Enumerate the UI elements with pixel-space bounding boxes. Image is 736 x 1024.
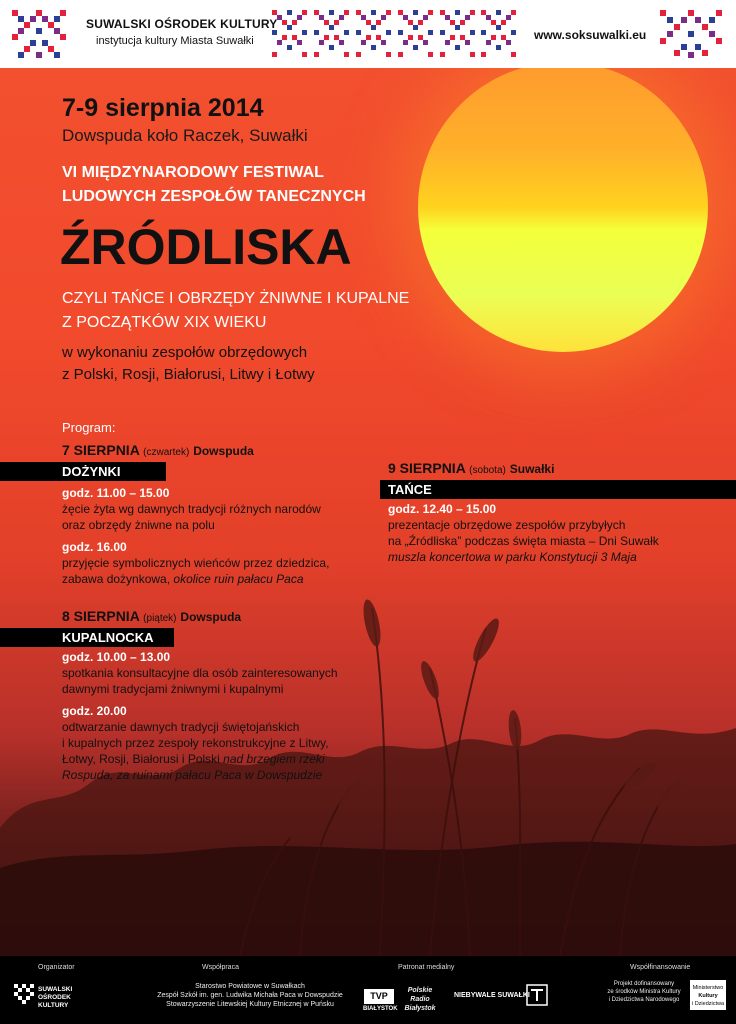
slot-description: na „Źródliska” podczas święta miasta – Dni Suwałk [388,534,659,548]
cooperation-label: Współpraca [202,964,239,971]
festival-subtitle-line1: CZYLI TAŃCE I OBRZĘDY ŻNIWNE I KUPALNE [62,290,410,307]
slot-description [62,572,304,586]
organizer-label: Organizator [38,964,75,971]
slot-time: godz. 10.00 – 13.00 [62,650,171,664]
logo-line: Kultury [698,993,718,999]
slot-time: godz. 16.00 [62,540,127,554]
slot-description: spotkania konsultacyjne dla osób zainteresowanych [62,666,338,680]
day-heading-2 [62,608,241,624]
day-date: 9 SIERPNIA [388,460,466,476]
day-heading-3 [388,460,554,476]
organizer-subtitle: instytucja kultury Miasta Suwałki [96,35,254,47]
ministry-logo [690,980,726,1010]
logo-line: Białystok [404,1005,436,1012]
folk-pattern-right [660,10,724,58]
logo-line: Polskie [407,987,433,994]
logo-line: i Dziedzictwa [691,1001,725,1007]
festival-location: Dowspuda koło Raczek, Suwałki [62,126,308,145]
niebywale-logo: NIEBYWALE SUWAŁKI [454,992,530,999]
cofinancing-text [596,980,692,1004]
festival-dates: 7-9 sierpnia 2014 [62,94,264,122]
festival-title: ŹRÓDLISKA [60,219,352,275]
event-name-3: TAŃCE [388,482,432,497]
day-heading-1 [62,442,254,458]
logo-line: SUWALSKI [38,986,73,993]
slot-time: godz. 20.00 [62,704,127,718]
slot-venue: okolice ruin pałacu Paca [173,572,304,586]
day-weekday: (sobota) [469,465,506,476]
header [0,0,736,68]
cofinancing-line: Projekt dofinansowany [613,981,675,987]
partner-name: Stowarzyszenie Litewskiej Kultury Etnicznej w Puńsku [166,1001,334,1008]
cofinancing-label: Współfinansowanie [630,964,691,971]
tvp-logo-sub: BIAŁYSTOK [363,1006,398,1012]
radio-logo [400,986,440,1013]
logo-line: OŚRODEK [38,994,71,1001]
day-place: Dowspuda [193,444,254,458]
organizer-logo-icon [14,984,34,1004]
slot-description: dawnymi tradycjami żniwnymi i kupalnymi [62,682,284,696]
slot-description: i kupalnych przez zespoły rekonstrukcyjne z Litwy, [62,736,329,750]
poster-body [0,68,736,956]
slot-time: godz. 12.40 – 15.00 [388,502,497,516]
slot-time: godz. 11.00 – 15.00 [62,486,170,500]
slot-description: oraz obrzędy żniwne na polu [62,518,215,532]
day-place: Suwałki [509,462,555,476]
slot-text: zabawa dożynkowa, [62,572,171,586]
slot-description: odtwarzanie dawnych tradycji świętojańskich [62,720,300,734]
logo-line: KULTURY [38,1002,69,1009]
event-band-3 [380,480,736,499]
festival-name-line1: VI MIĘDZYNARODOWY FESTIWAL [62,164,324,181]
day-weekday: (piątek) [143,613,177,624]
tvp-logo: TVP [364,989,394,1004]
performers-line2: z Polski, Rosji, Białorusi, Litwy i Łotwy [62,366,315,383]
slot-venue: Rospuda, za ruinami pałacu Paca w Dowspudzie [62,768,323,782]
organizer-name: SUWALSKI OŚRODEK KULTURY [86,17,278,31]
partner-name: Starostwo Powiatowe w Suwałkach [195,983,305,990]
slot-venue: muszla koncertowa w parku Konstytucji 3 Maja [388,550,637,564]
logo-line: Radio [410,996,430,1003]
festival-name-line2: LUDOWYCH ZESPOŁÓW TANECZNYCH [62,188,366,205]
performers-line1: w wykonaniu zespołów obrzędowych [62,344,308,361]
media-logo-icon [526,984,548,1006]
logo-line: Ministerstwo [692,985,724,991]
folk-pattern-center [272,10,516,58]
slot-description [62,752,325,766]
day-date: 7 SIERPNIA [62,442,140,458]
footer-sponsors [0,956,736,1024]
event-name-2: KUPALNOCKA [62,630,154,645]
day-place: Dowspuda [180,610,242,624]
slot-venue: nad brzegiem rzeki [223,752,325,766]
day-date: 8 SIERPNIA [62,608,140,624]
slot-description: przyjęcie symbolicznych wieńców przez dziedzica, [62,556,330,570]
organizer-logo-text [38,986,72,1010]
cooperation-list [120,982,380,1009]
festival-subtitle-line2: Z POCZĄTKÓW XIX WIEKU [62,314,267,331]
cofinancing-line: i Dziedzictwa Narodowego [608,997,680,1003]
partner-name: Zespół Szkół im. gen. Ludwika Michała Paca w Dowspudzie [157,992,343,999]
day-weekday: (czwartek) [143,447,190,458]
slot-description: prezentacje obrzędowe zespołów przybyłych [388,518,626,532]
media-patronage-label: Patronat medialny [398,964,455,971]
program-label: Program: [62,420,116,435]
cofinancing-line: ze środków Ministra Kultury [607,989,681,995]
folk-pattern-left [12,10,66,58]
slot-description: żęcie żyta wg dawnych tradycji różnych narodów [62,502,321,516]
event-name-1: DOŻYNKI [62,464,121,479]
slot-text: Łotwy, Rosji, Białorusi i Polski [62,752,220,766]
website-link[interactable]: www.soksuwalki.eu [534,28,647,42]
